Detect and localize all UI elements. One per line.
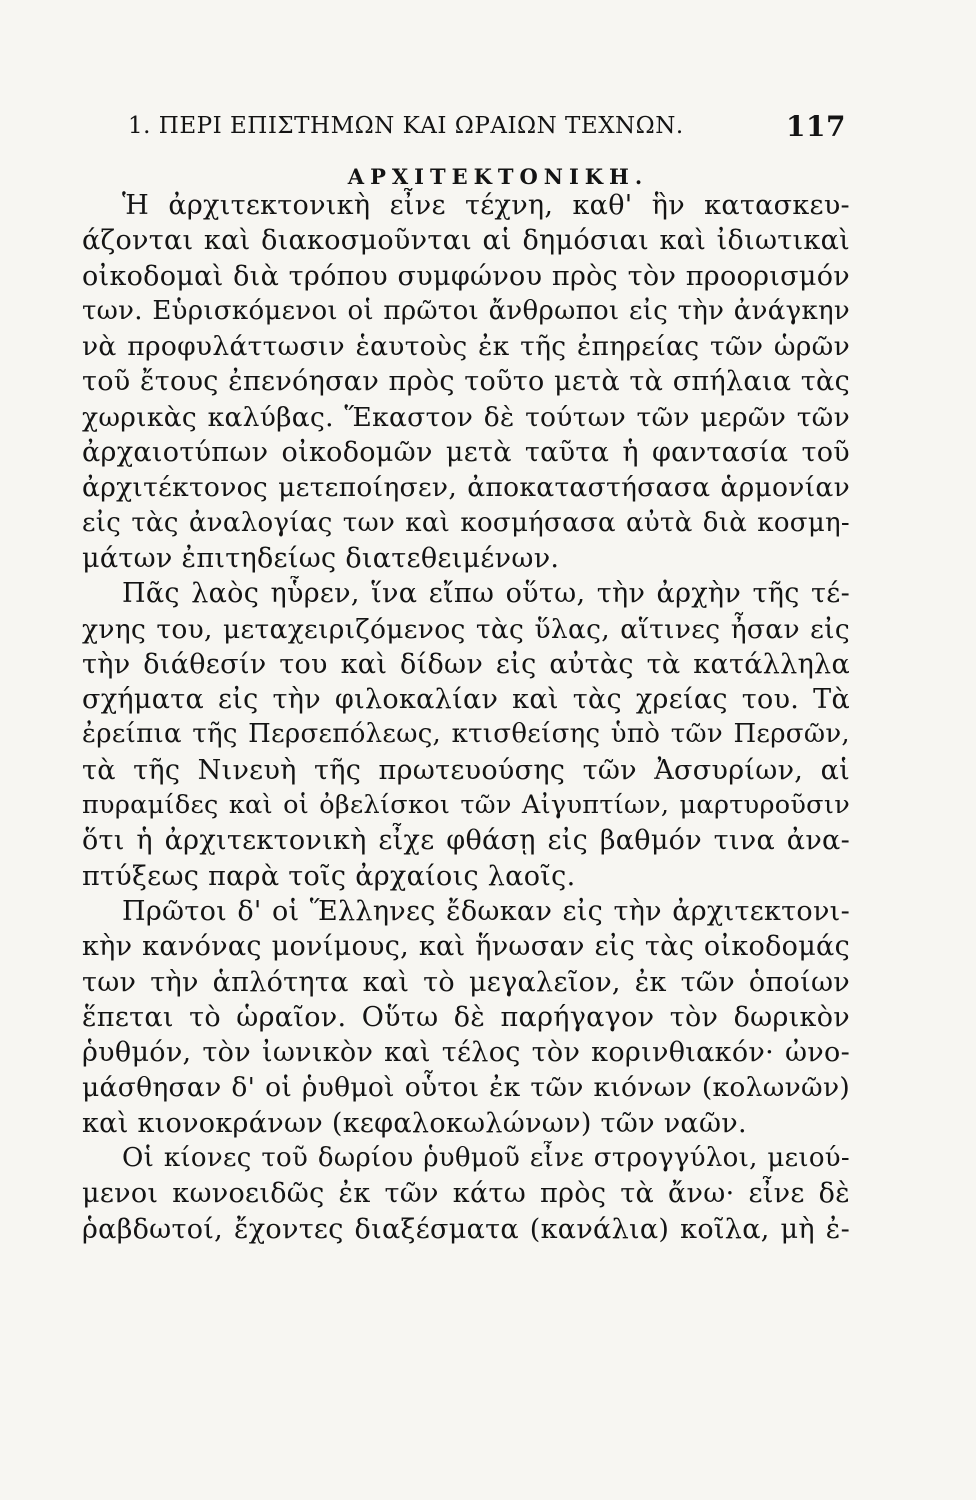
text-line: Ἡ ἀρχιτεκτονικὴ εἶνε τέχνη, καθ' ἣν κατασκευ- (122, 190, 850, 221)
text-line: νὰ προφυλάττωσιν ἑαυτοὺς ἐκ τῆς ἐπηρείας τῶν ὡρῶν (82, 331, 850, 363)
text-line: Πρῶτοι δ' οἱ Ἕλληνες ἔδωκαν εἰς τὴν ἀρχιτεκτονι- (122, 895, 850, 927)
text-line: άζονται καὶ διακοσμοῦνται αἱ δημόσιαι καὶ ἰδιωτικαὶ (82, 225, 850, 257)
text-line: χνης του, μεταχειριζόμενος τὰς ὕλας, αἵτινες ἦσαν εἰς (82, 613, 850, 645)
text-line: τοῦ ἔτους ἐπενόησαν πρὸς τοῦτο μετὰ τὰ σπήλαια τὰς (82, 366, 850, 398)
text-line: ἀρχαιοτύπων οἰκοδομῶν μετὰ ταῦτα ἡ φαντασία τοῦ (82, 437, 850, 469)
text-line: χωρικὰς καλύβας. Ἕκαστον δὲ τούτων τῶν μερῶν τῶν (82, 401, 850, 433)
text-line: ῥυθμόν, τὸν ἰωνικὸν καὶ τέλος τὸν κορινθιακόν· ὠνο- (82, 1037, 850, 1069)
text-line: εἰς τὰς ἀναλογίας των καὶ κοσμήσασα αὐτὰ διὰ κοσμη- (82, 507, 850, 538)
running-title: 1. ΠΕΡΙ ΕΠΙΣΤΗΜΩΝ ΚΑΙ ΩΡΑΙΩΝ ΤΕΧΝΩΝ. (128, 113, 684, 139)
text-line: των τὴν ἁπλότητα καὶ τὸ μεγαλεῖον, ἐκ τῶν ὁποίων (82, 966, 850, 998)
text-line: ἕπεται τὸ ὡραῖον. Οὕτω δὲ παρήγαγον τὸν δωρικὸν (82, 1001, 850, 1033)
text-line: ῥαβδωτοί, ἔχοντες διαξέσματα (κανάλια) κοῖλα, μὴ ἐ- (82, 1213, 850, 1245)
text-line: Οἱ κίονες τοῦ δωρίου ῥυθμοῦ εἶνε στρογγύλοι, μειού- (122, 1143, 850, 1174)
text-line: σχήματα εἰς τὴν φιλοκαλίαν καὶ τὰς χρείας του. Τὰ (82, 684, 850, 716)
text-line: καὶ κιονοκράνων (κεφαλοκωλώνων) τῶν ναῶν. (82, 1107, 747, 1139)
body-text (82, 188, 850, 1247)
text-line: μάσθησαν δ' οἱ ῥυθμοὶ οὗτοι ἐκ τῶν κιόνων (κολωνῶν) (82, 1072, 850, 1104)
page-number: 117 (786, 109, 846, 143)
text-line: κὴν κανόνας μονίμους, καὶ ἥνωσαν εἰς τὰς οἰκοδομάς (82, 931, 850, 963)
text-line: τὰ τῆς Νινευὴ τῆς πρωτευούσης τῶν Ἀσσυρίων, αἱ (82, 754, 850, 786)
text-line: μενοι κωνοειδῶς ἐκ τῶν κάτω πρὸς τὰ ἄνω· εἶνε δὲ (82, 1178, 850, 1210)
text-line: ἀρχιτέκτονος μετεποίησεν, ἀποκαταστήσασα ἁρμονίαν (82, 472, 850, 504)
text-line: μάτων ἐπιτηδείως διατεθειμένων. (82, 542, 560, 574)
running-header (128, 104, 848, 148)
text-line: τὴν διάθεσίν του καὶ δίδων εἰς αὐτὰς τὰ κατάλληλα (82, 648, 850, 680)
text-line: πτύξεως παρὰ τοῖς ἀρχαίοις λαοῖς. (82, 860, 576, 892)
text-line: ὅτι ἡ ἀρχιτεκτονικὴ εἶχε φθάσῃ εἰς βαθμόν τινα ἀνα- (82, 825, 850, 857)
text-line: Πᾶς λαὸς ηὗρεν, ἵνα εἴπω οὕτω, τὴν ἀρχὴν τῆς τέ- (122, 578, 850, 610)
text-line: των. Εὑρισκόμενοι οἱ πρῶτοι ἄνθρωποι εἰς τὴν ἀνάγκην (82, 295, 850, 326)
text-line: οἰκοδομαὶ διὰ τρόπου συμφώνου πρὸς τὸν προορισμόν (82, 260, 850, 292)
section-title: ΑΡΧΙΤΕΚΤΟΝΙΚΗ. (347, 164, 649, 189)
text-line: πυραμίδες καὶ οἱ ὀβελίσκοι τῶν Αἰγυπτίων, μαρτυροῦσιν (82, 790, 850, 821)
text-line: ἐρείπια τῆς Περσεπόλεως, κτισθείσης ὑπὸ τῶν Περσῶν, (82, 719, 850, 750)
